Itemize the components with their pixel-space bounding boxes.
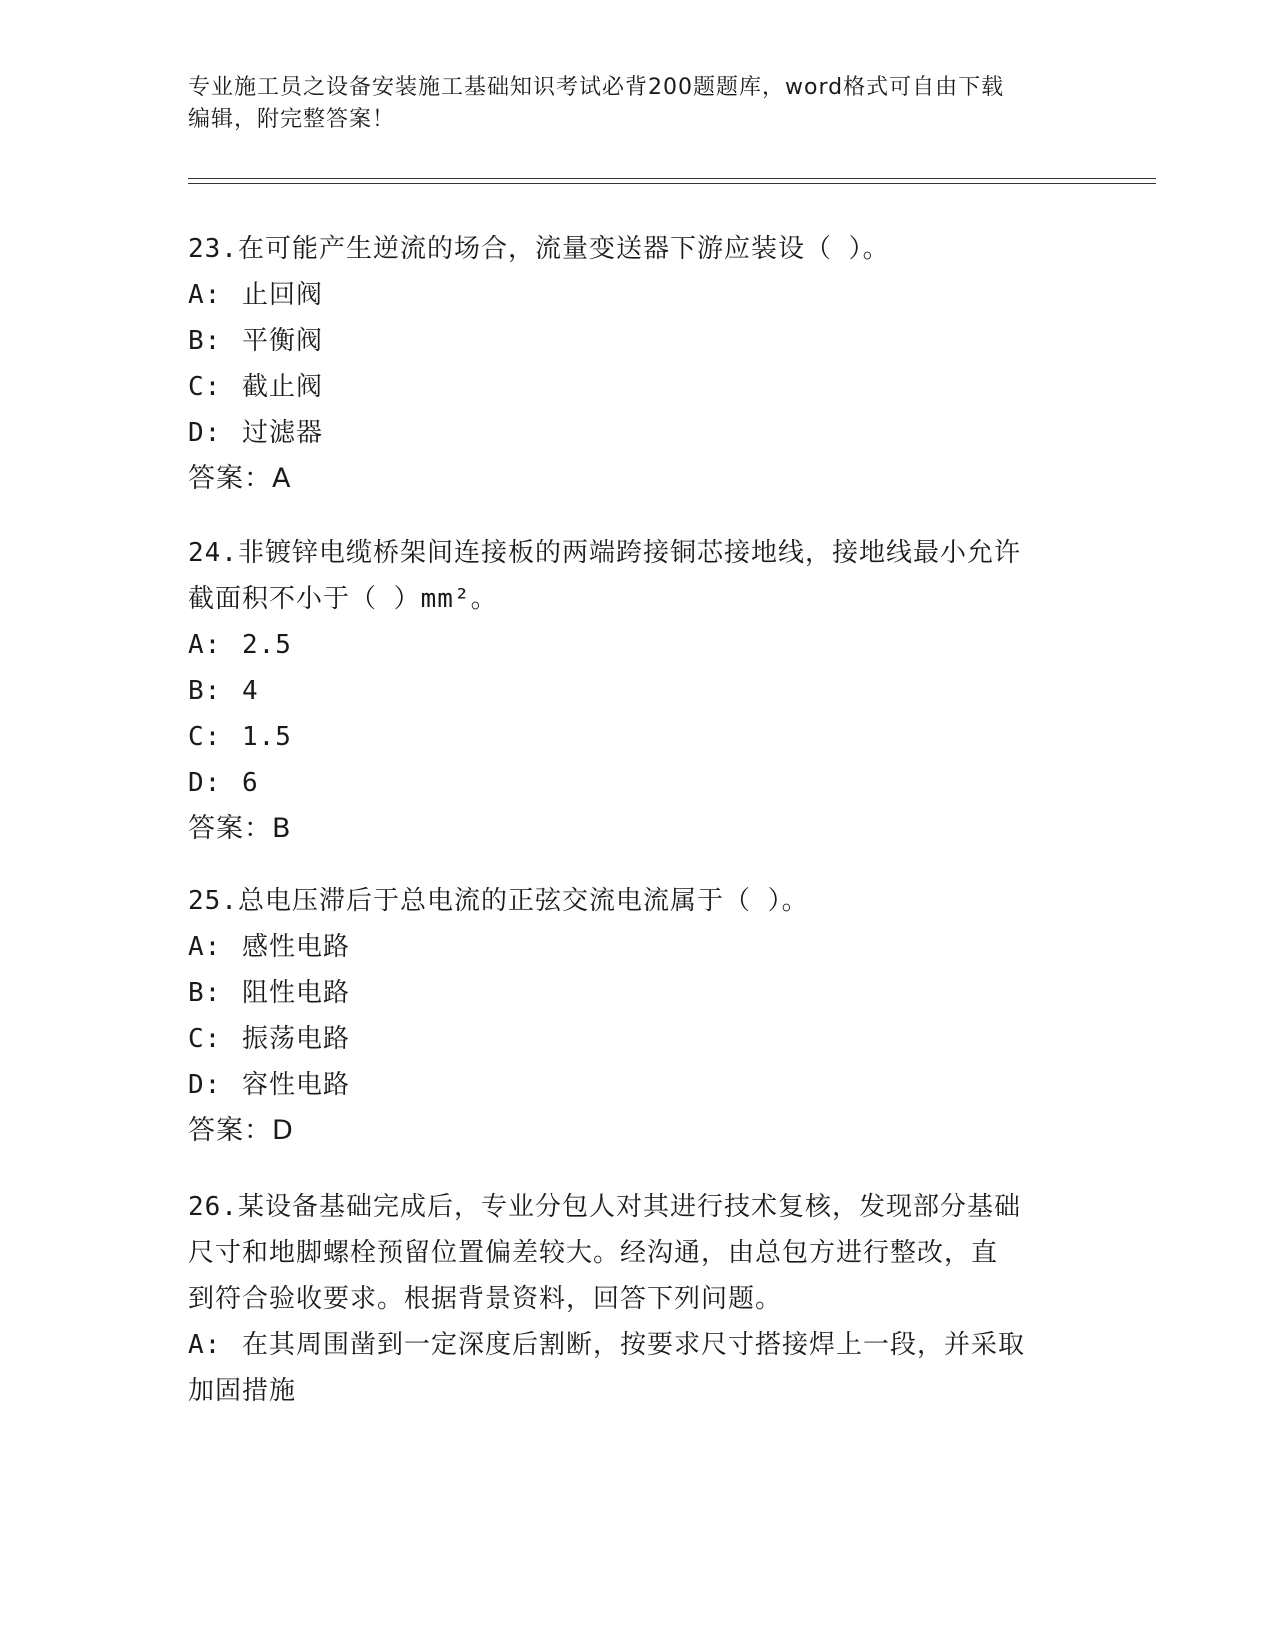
option-key: A: bbox=[188, 280, 222, 310]
question-24 bbox=[188, 530, 1088, 852]
option-a bbox=[188, 1322, 1088, 1368]
question-26 bbox=[188, 1184, 1088, 1414]
option-text: 截止阀 bbox=[241, 372, 323, 402]
answer: 答案：A bbox=[188, 463, 292, 494]
option-text: 振荡电路 bbox=[241, 1024, 350, 1054]
option-c bbox=[188, 364, 1088, 410]
option-text: 6 bbox=[241, 768, 259, 798]
option-text: 止回阀 bbox=[241, 280, 323, 310]
option-b bbox=[188, 318, 1088, 364]
question-text-line-2: 截面积不小于（ ）mm²。 bbox=[188, 584, 498, 614]
header-divider bbox=[188, 178, 1156, 184]
option-d bbox=[188, 760, 1088, 806]
option-key: C: bbox=[188, 1024, 222, 1054]
question-25 bbox=[188, 878, 1088, 1154]
option-text: 2.5 bbox=[241, 630, 292, 660]
option-key: D: bbox=[188, 768, 222, 798]
option-key: B: bbox=[188, 326, 222, 356]
option-text: 1.5 bbox=[241, 722, 292, 752]
question-23 bbox=[188, 226, 1088, 502]
option-text: 在其周围凿到一定深度后割断，按要求尺寸搭接焊上一段，并采取 bbox=[241, 1330, 1025, 1360]
option-text: 阻性电路 bbox=[241, 978, 350, 1008]
question-text-line-1: 24.非镀锌电缆桥架间连接板的两端跨接铜芯接地线，接地线最小允许 bbox=[188, 538, 1021, 568]
option-text: 过滤器 bbox=[241, 418, 323, 448]
option-text: 容性电路 bbox=[241, 1070, 350, 1100]
option-key: A: bbox=[188, 1330, 222, 1360]
question-text-line-1: 26.某设备基础完成后，专业分包人对其进行技术复核，发现部分基础 bbox=[188, 1192, 1021, 1222]
option-key: B: bbox=[188, 676, 222, 706]
document-page bbox=[188, 0, 1158, 1650]
option-key: D: bbox=[188, 418, 222, 448]
option-b bbox=[188, 668, 1088, 714]
question-text: 25.总电压滞后于总电流的正弦交流电流属于（ ）。 bbox=[188, 886, 809, 916]
option-key: D: bbox=[188, 1070, 222, 1100]
option-key: A: bbox=[188, 932, 222, 962]
option-d bbox=[188, 1062, 1088, 1108]
option-a bbox=[188, 622, 1088, 668]
document-header bbox=[188, 72, 1088, 136]
option-key: B: bbox=[188, 978, 222, 1008]
option-b bbox=[188, 970, 1088, 1016]
option-a-continued bbox=[188, 1368, 1088, 1414]
option-text: 平衡阀 bbox=[241, 326, 323, 356]
option-a bbox=[188, 924, 1088, 970]
answer: 答案：B bbox=[188, 813, 292, 844]
option-key: A: bbox=[188, 630, 222, 660]
answer: 答案：D bbox=[188, 1115, 294, 1146]
option-c bbox=[188, 714, 1088, 760]
option-a bbox=[188, 272, 1088, 318]
option-c bbox=[188, 1016, 1088, 1062]
option-key: C: bbox=[188, 722, 222, 752]
question-text-line-2: 尺寸和地脚螺栓预留位置偏差较大。经沟通，由总包方进行整改，直 bbox=[188, 1238, 999, 1268]
option-text: 4 bbox=[241, 676, 259, 706]
option-key: C: bbox=[188, 372, 222, 402]
header-line-2: 编辑，附完整答案！ bbox=[188, 107, 396, 132]
question-text-line-3: 到符合验收要求。根据背景资料，回答下列问题。 bbox=[188, 1284, 783, 1314]
option-text-continued: 加固措施 bbox=[188, 1376, 297, 1406]
option-text: 感性电路 bbox=[241, 932, 350, 962]
question-text: 23.在可能产生逆流的场合，流量变送器下游应装设（ ）。 bbox=[188, 234, 890, 264]
header-line-1: 专业施工员之设备安装施工基础知识考试必背200题题库，word格式可自由下载 bbox=[188, 75, 1005, 100]
option-d bbox=[188, 410, 1088, 456]
